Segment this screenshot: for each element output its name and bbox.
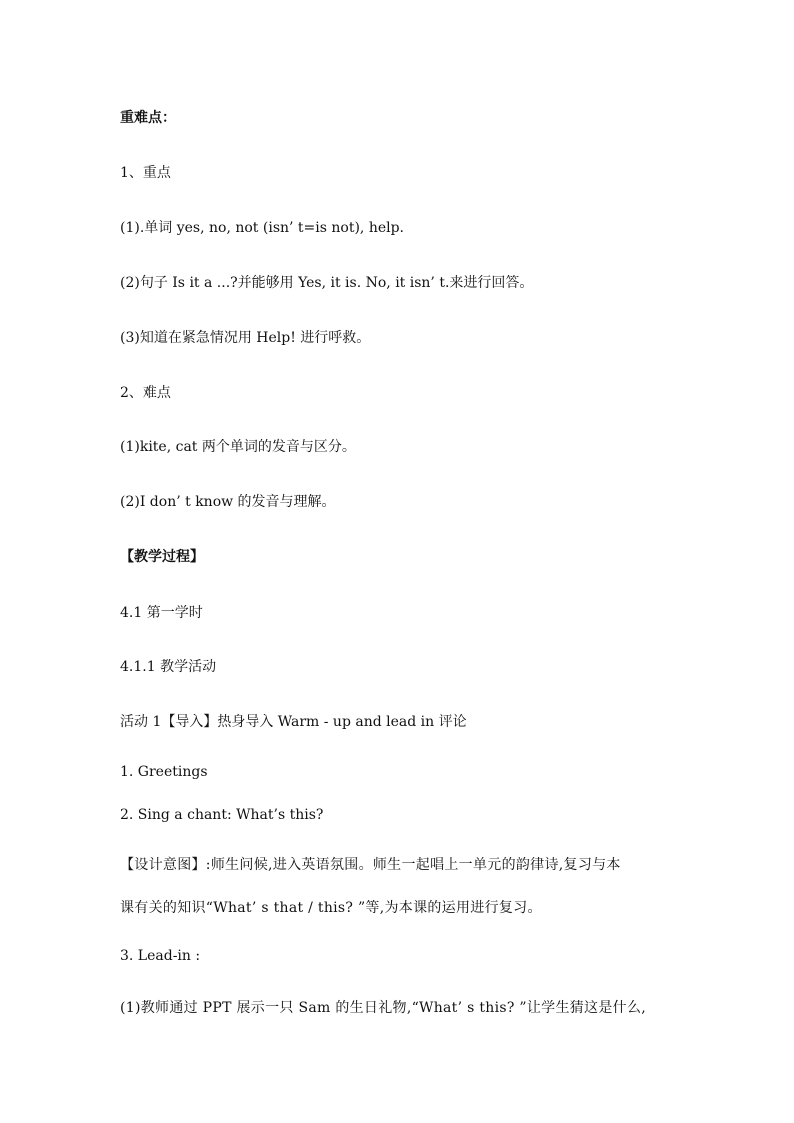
list-item: (2)句子 Is it a ...?并能够用 Yes, it is. No, it isn’ t.来进行回答。 bbox=[120, 275, 534, 291]
section-title-difficulty: 2、难点 bbox=[120, 385, 171, 401]
list-item: 1. Greetings bbox=[120, 764, 208, 780]
list-item: 3. Lead-in : bbox=[120, 948, 201, 964]
list-item: (1)kite, cat 两个单词的发音与区分。 bbox=[120, 439, 356, 455]
section-title-key: 1、重点 bbox=[120, 165, 171, 181]
list-item: (3)知道在紧急情况用 Help! 进行呼救。 bbox=[120, 330, 371, 346]
activity-title: 活动 1【导入】热身导入 Warm - up and lead in 评论 bbox=[120, 714, 467, 730]
design-intent-line-2: 课有关的知识“What’ s that / this? ”等,为本课的运用进行复习。 bbox=[120, 900, 542, 916]
list-item: (1).单词 yes, no, not (isn’ t=is not), help. bbox=[120, 220, 405, 236]
list-item: 2. Sing a chant: What’s this? bbox=[120, 807, 324, 823]
lesson-title: 4.1 第一学时 bbox=[120, 605, 203, 621]
list-item: (1)教师通过 PPT 展示一只 Sam 的生日礼物,“What’ s this? ”让学生猜这是什么, bbox=[120, 1000, 647, 1016]
design-intent-line-1: 【设计意图】:师生问候,进入英语氛围。师生一起唱上一单元的韵律诗,复习与本 bbox=[120, 857, 621, 873]
heading-teaching-process: 【教学过程】 bbox=[120, 549, 204, 565]
list-item: (2)I don’ t know 的发音与理解。 bbox=[120, 494, 336, 510]
heading-key-points: 重难点： bbox=[120, 110, 176, 126]
activities-title: 4.1.1 教学活动 bbox=[120, 659, 217, 675]
